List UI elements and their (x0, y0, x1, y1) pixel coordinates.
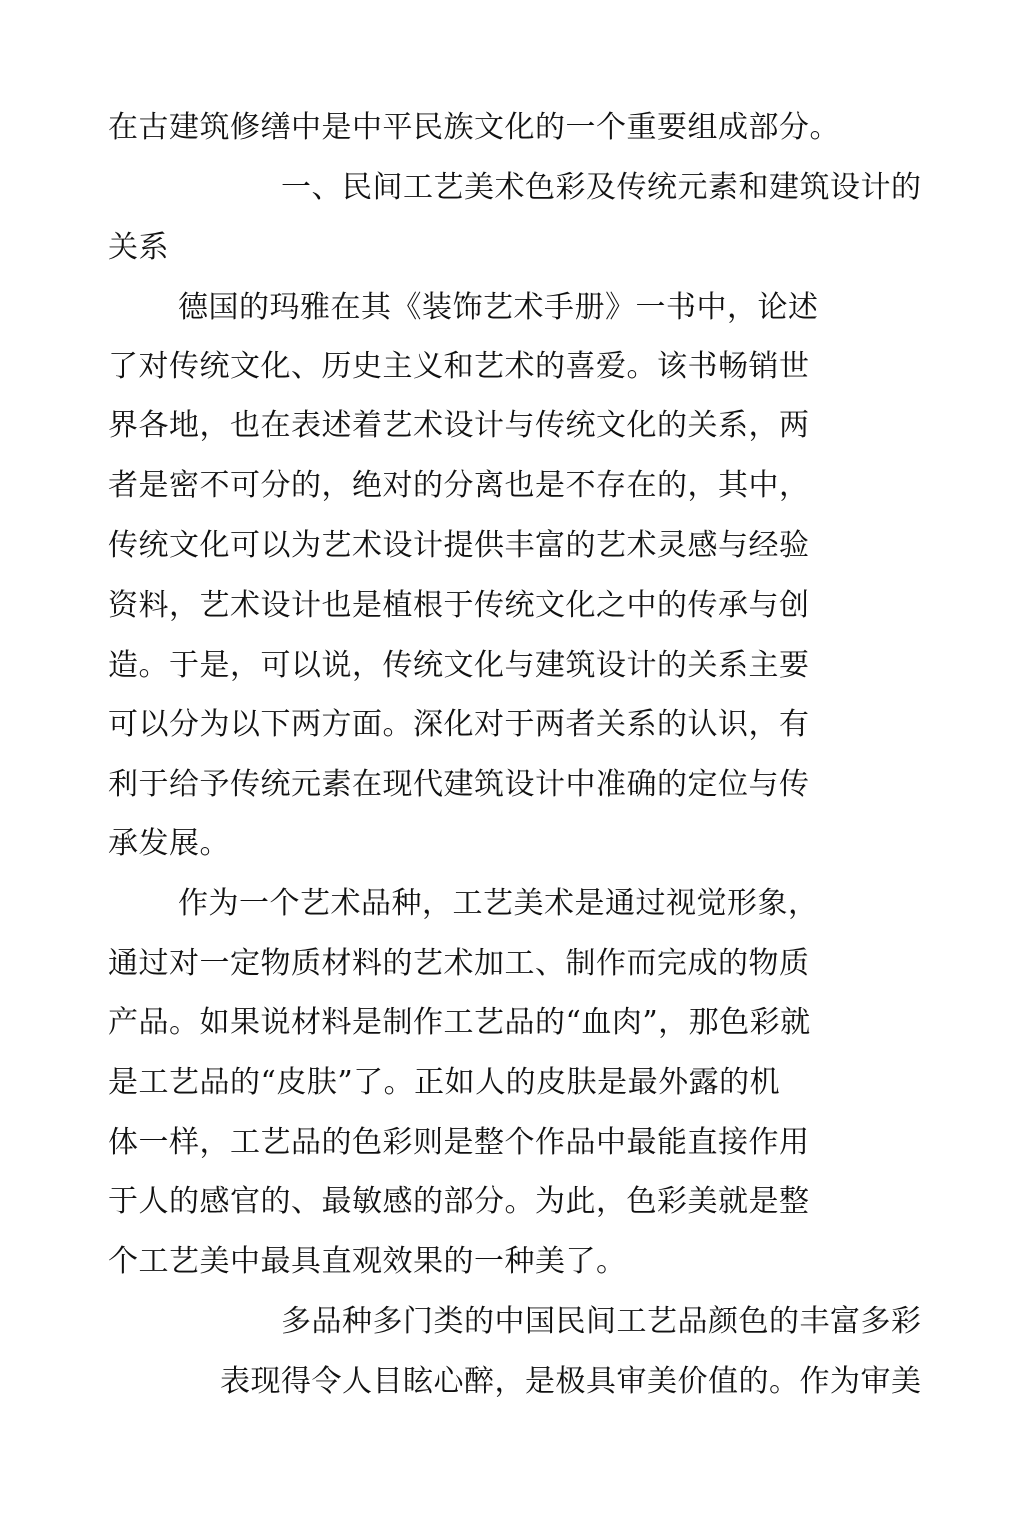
text-line: 德国的玛雅在其《装饰艺术手册》一书中，论述 (178, 290, 819, 325)
text-line: 在古建筑修缮中是中平民族文化的一个重要组成部分。 (108, 110, 840, 145)
text-line: 作为一个艺术品种，工艺美术是通过视觉形象， (178, 886, 819, 921)
text-line: 个工艺美中最具直观效果的一种美了。 (108, 1244, 627, 1279)
section-heading: 一、民间工艺美术色彩及传统元素和建筑设计的 (281, 170, 922, 205)
text-line: 资料，艺术设计也是植根于传统文化之中的传承与创 (108, 588, 810, 623)
text-line: 是工艺品的“皮肤”了。正如人的皮肤是最外露的机 (108, 1065, 781, 1100)
text-line: 承发展。 (108, 826, 230, 861)
text-line: 可以分为以下两方面。深化对于两者关系的认识，有 (108, 707, 810, 742)
text-line: 界各地，也在表述着艺术设计与传统文化的关系，两 (108, 408, 810, 443)
text-line: 于人的感官的、最敏感的部分。为此，色彩美就是整 (108, 1184, 810, 1219)
text-line: 利于给予传统元素在现代建筑设计中准确的定位与传 (108, 767, 810, 802)
text-line: 者是密不可分的，绝对的分离也是不存在的，其中， (108, 468, 810, 503)
text-line: 表现得令人目眩心醉，是极具审美价值的。作为审美 (220, 1364, 922, 1399)
text-line: 传统文化可以为艺术设计提供丰富的艺术灵感与经验 (108, 528, 810, 563)
text-line: 产品。如果说材料是制作工艺品的“血肉”，那色彩就 (108, 1005, 811, 1040)
text-line: 通过对一定物质材料的艺术加工、制作而完成的物质 (108, 946, 810, 981)
text-line: 了对传统文化、历史主义和艺术的喜爱。该书畅销世 (108, 349, 810, 384)
text-line: 造。于是，可以说，传统文化与建筑设计的关系主要 (108, 648, 810, 683)
text-line: 多品种多门类的中国民间工艺品颜色的丰富多彩 (281, 1304, 922, 1339)
section-heading-continued: 关系 (108, 230, 169, 265)
text-line: 体一样，工艺品的色彩则是整个作品中最能直接作用 (108, 1125, 810, 1160)
